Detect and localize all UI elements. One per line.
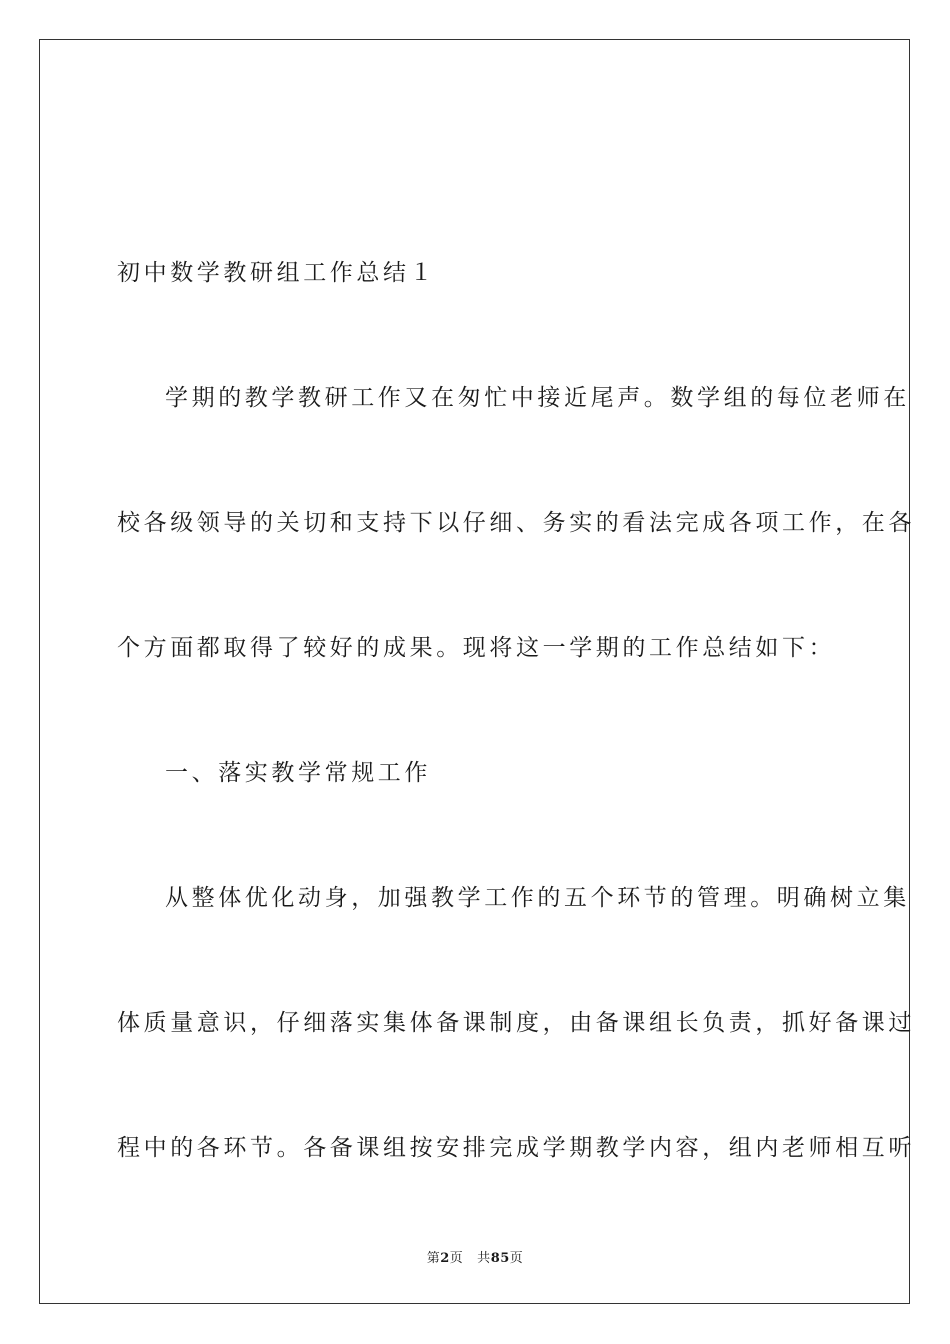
paragraph-line: 体质量意识，仔细落实集体备课制度，由备课组长负责，抓好备课过	[117, 1010, 915, 1036]
page-footer	[0, 1247, 950, 1266]
page-prefix: 第	[426, 1251, 441, 1266]
page-border	[39, 39, 910, 1304]
total-pages: 85	[490, 1251, 510, 1266]
document-title: 初中数学教研组工作总结１	[117, 260, 437, 286]
paragraph-line: 从整体优化动身，加强教学工作的五个环节的管理。明确树立集	[165, 885, 910, 911]
total-prefix: 共	[477, 1251, 491, 1266]
paragraph-line: 个方面都取得了较好的成果。现将这一学期的工作总结如下：	[117, 635, 836, 661]
page-number: 2	[440, 1251, 450, 1266]
paragraph-line: 学期的教学教研工作又在匆忙中接近尾声。数学组的每位老师在	[165, 385, 910, 411]
page-suffix: 页	[449, 1251, 464, 1266]
total-suffix: 页	[509, 1251, 524, 1266]
section-heading: 一、落实教学常规工作	[165, 760, 431, 786]
paragraph-line: 程中的各环节。各备课组按安排完成学期教学内容，组内老师相互听	[117, 1135, 915, 1161]
paragraph-line: 校各级领导的关切和支持下以仔细、务实的看法完成各项工作，在各	[117, 510, 915, 536]
